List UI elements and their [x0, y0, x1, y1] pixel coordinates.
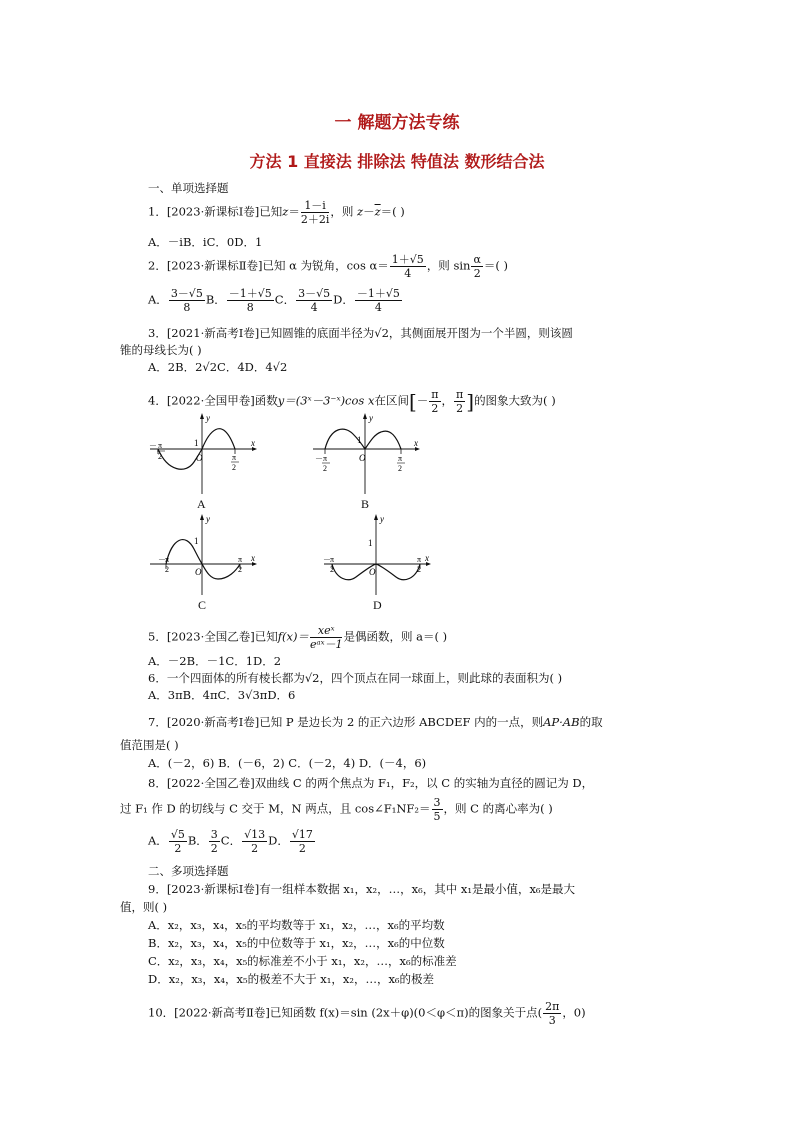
svg-text:x: x — [414, 438, 418, 448]
svg-text:O: O — [369, 567, 376, 577]
svg-text:O: O — [196, 453, 203, 463]
svg-text:y: y — [206, 413, 210, 423]
graph-b-label: B — [361, 497, 370, 511]
svg-text:2: 2 — [232, 463, 236, 472]
question-2-options: A． $\frac{3-√5}{8}$ B． $\frac{-1+√5}{8}$ C． $\frac{3-√5}{4}$ D． $\frac{-1+√5}{4}$ — [148, 287, 400, 314]
svg-text:x: x — [425, 553, 429, 563]
question-9-line-1: 9．[2023·新课标Ⅰ卷]有一组样本数据 x₁，x₂，…，x₆，其中 x₁是最小值，x₆是最大 — [148, 882, 576, 896]
svg-text:π: π — [232, 453, 237, 462]
svg-text:1: 1 — [368, 538, 373, 548]
question-3-line-1: 3．[2021·新高考Ⅰ卷]已知圆锥的底面半径为√2，其侧面展开图为一个半圆，则该圆 — [148, 326, 573, 340]
question-8-options: A． $\frac{√5}{2}$ B． $\frac{3}{2}$ C． $\frac{√13}{2}$ D． $\frac{√17}{2}$ — [148, 828, 313, 855]
svg-text:2: 2 — [323, 464, 327, 473]
question-7-options: A．(－2，6) B．(－6，2) C．(－2，4) D．(－4，6) — [148, 756, 427, 770]
svg-text:π: π — [417, 555, 422, 564]
question-9-option-a: A．x₂，x₃，x₄，x₅的平均数等于 x₁，x₂，…，x₆的平均数 — [148, 918, 445, 932]
graph-b — [311, 412, 423, 496]
svg-text:2: 2 — [238, 565, 242, 574]
svg-text:－: － — [323, 555, 331, 564]
svg-text:π: π — [238, 555, 243, 564]
svg-text:x: x — [251, 553, 255, 563]
svg-text:π: π — [165, 555, 170, 564]
svg-text:2: 2 — [417, 565, 421, 574]
graph-a-label: A — [197, 497, 206, 511]
svg-text:－: － — [315, 454, 323, 463]
question-9-line-2: 值，则( ) — [120, 900, 168, 914]
question-1: 1．[2023·新课标Ⅰ卷]已知z＝ $\frac{1-i}{2+2i}$ ，则 $z-\overline{z}=$( ) — [148, 199, 405, 226]
svg-text:1: 1 — [357, 435, 362, 445]
svg-text:O: O — [359, 453, 366, 463]
question-3-line-2: 锥的母线长为( ) — [120, 343, 202, 357]
question-5: 5．[2023·全国乙卷]已知f(x)＝ $\frac{\text{xeˣ}}{\text{eᵃˣ－1}}$ 是偶函数，则 a＝( ) — [148, 624, 448, 651]
section-heading-single: 一、单项选择题 — [148, 181, 229, 195]
svg-text:y: y — [369, 413, 373, 423]
svg-text:y: y — [380, 514, 384, 524]
question-4: 4．[2022·全国甲卷]函数y＝(3ˣ－3⁻ˣ)cos x在区间[－ $\frac{\pi}{2}$ ， $\frac{\pi}{2}$ ]的图象大致为( ) — [148, 388, 556, 415]
question-7-line-1: 7．[2020·新高考Ⅰ卷]已知 P 是边长为 2 的正六边形 ABCDEF 内的一点，则AP·AB的取 — [148, 715, 603, 729]
question-8-line-2: 过 F₁ 作 D 的切线与 C 交于 M，N 两点，且 cos∠F₁NF₂＝ $\frac{3}{5}$ ，则 C 的离心率为( ) — [120, 796, 553, 823]
svg-text:π: π — [330, 555, 335, 564]
svg-text:π: π — [323, 454, 328, 463]
graph-d — [322, 513, 434, 597]
svg-text:2: 2 — [330, 565, 334, 574]
question-6: 6．一个四面体的所有棱长都为√2，四个顶点在同一球面上，则此球的表面积为( ) — [148, 671, 563, 685]
question-9-option-d: D．x₂，x₃，x₄，x₅的极差不大于 x₁，x₂，…，x₆的极差 — [148, 972, 435, 986]
svg-text:1: 1 — [194, 536, 199, 546]
section-heading-multiple: 二、多项选择题 — [148, 864, 229, 878]
svg-text:2: 2 — [398, 464, 402, 473]
graph-d-label: D — [373, 598, 382, 612]
svg-text:1: 1 — [194, 438, 199, 448]
svg-text:－: － — [158, 555, 166, 564]
svg-text:π: π — [398, 454, 403, 463]
question-6-options: A．3πB．4πC．3√3πD．6 — [148, 688, 296, 702]
question-9-option-c: C．x₂，x₃，x₄，x₅的标准差不小于 x₁，x₂，…，x₆的标准差 — [148, 954, 457, 968]
question-3-options: A．2B．2√2C．4D．4√2 — [148, 360, 288, 374]
svg-text:x: x — [251, 438, 255, 448]
graph-c — [148, 513, 260, 597]
svg-text:O: O — [195, 567, 202, 577]
svg-text:y: y — [206, 514, 210, 524]
svg-text:π: π — [158, 441, 163, 450]
question-10: 10．[2022·新高考Ⅱ卷]已知函数 f(x)＝sin (2x＋φ)(0＜φ＜π)的图象关于点( $\frac{2\pi}{3}$ ，0) — [148, 1000, 586, 1027]
question-7-line-2: 值范围是( ) — [120, 738, 179, 752]
question-9-option-b: B．x₂，x₃，x₄，x₅的中位数等于 x₁，x₂，…，x₆的中位数 — [148, 936, 445, 950]
method-title: 方法 1 直接法 排除法 特值法 数形结合法 — [249, 152, 545, 171]
svg-text:2: 2 — [165, 565, 169, 574]
question-1-options: A．－iB．iC．0D．1 — [148, 235, 263, 249]
question-2: 2．[2023·新课标Ⅱ卷]已知 α 为锐角，cos α＝ $\frac{1+√5}{4}$ ，则 sin $\frac{\alpha}{2}$ ＝( ) — [148, 253, 509, 280]
graph-a — [148, 412, 260, 496]
question-8-line-1: 8．[2022·全国乙卷]双曲线 C 的两个焦点为 F₁，F₂，以 C 的实轴为直径的圆记为 D， — [148, 776, 594, 790]
svg-text:2: 2 — [158, 452, 162, 461]
graph-c-label: C — [198, 598, 207, 612]
section-title: 一 解题方法专练 — [334, 113, 460, 133]
question-5-options: A．－2B．－1C．1D．2 — [148, 654, 282, 668]
svg-text:－: － — [149, 441, 157, 450]
